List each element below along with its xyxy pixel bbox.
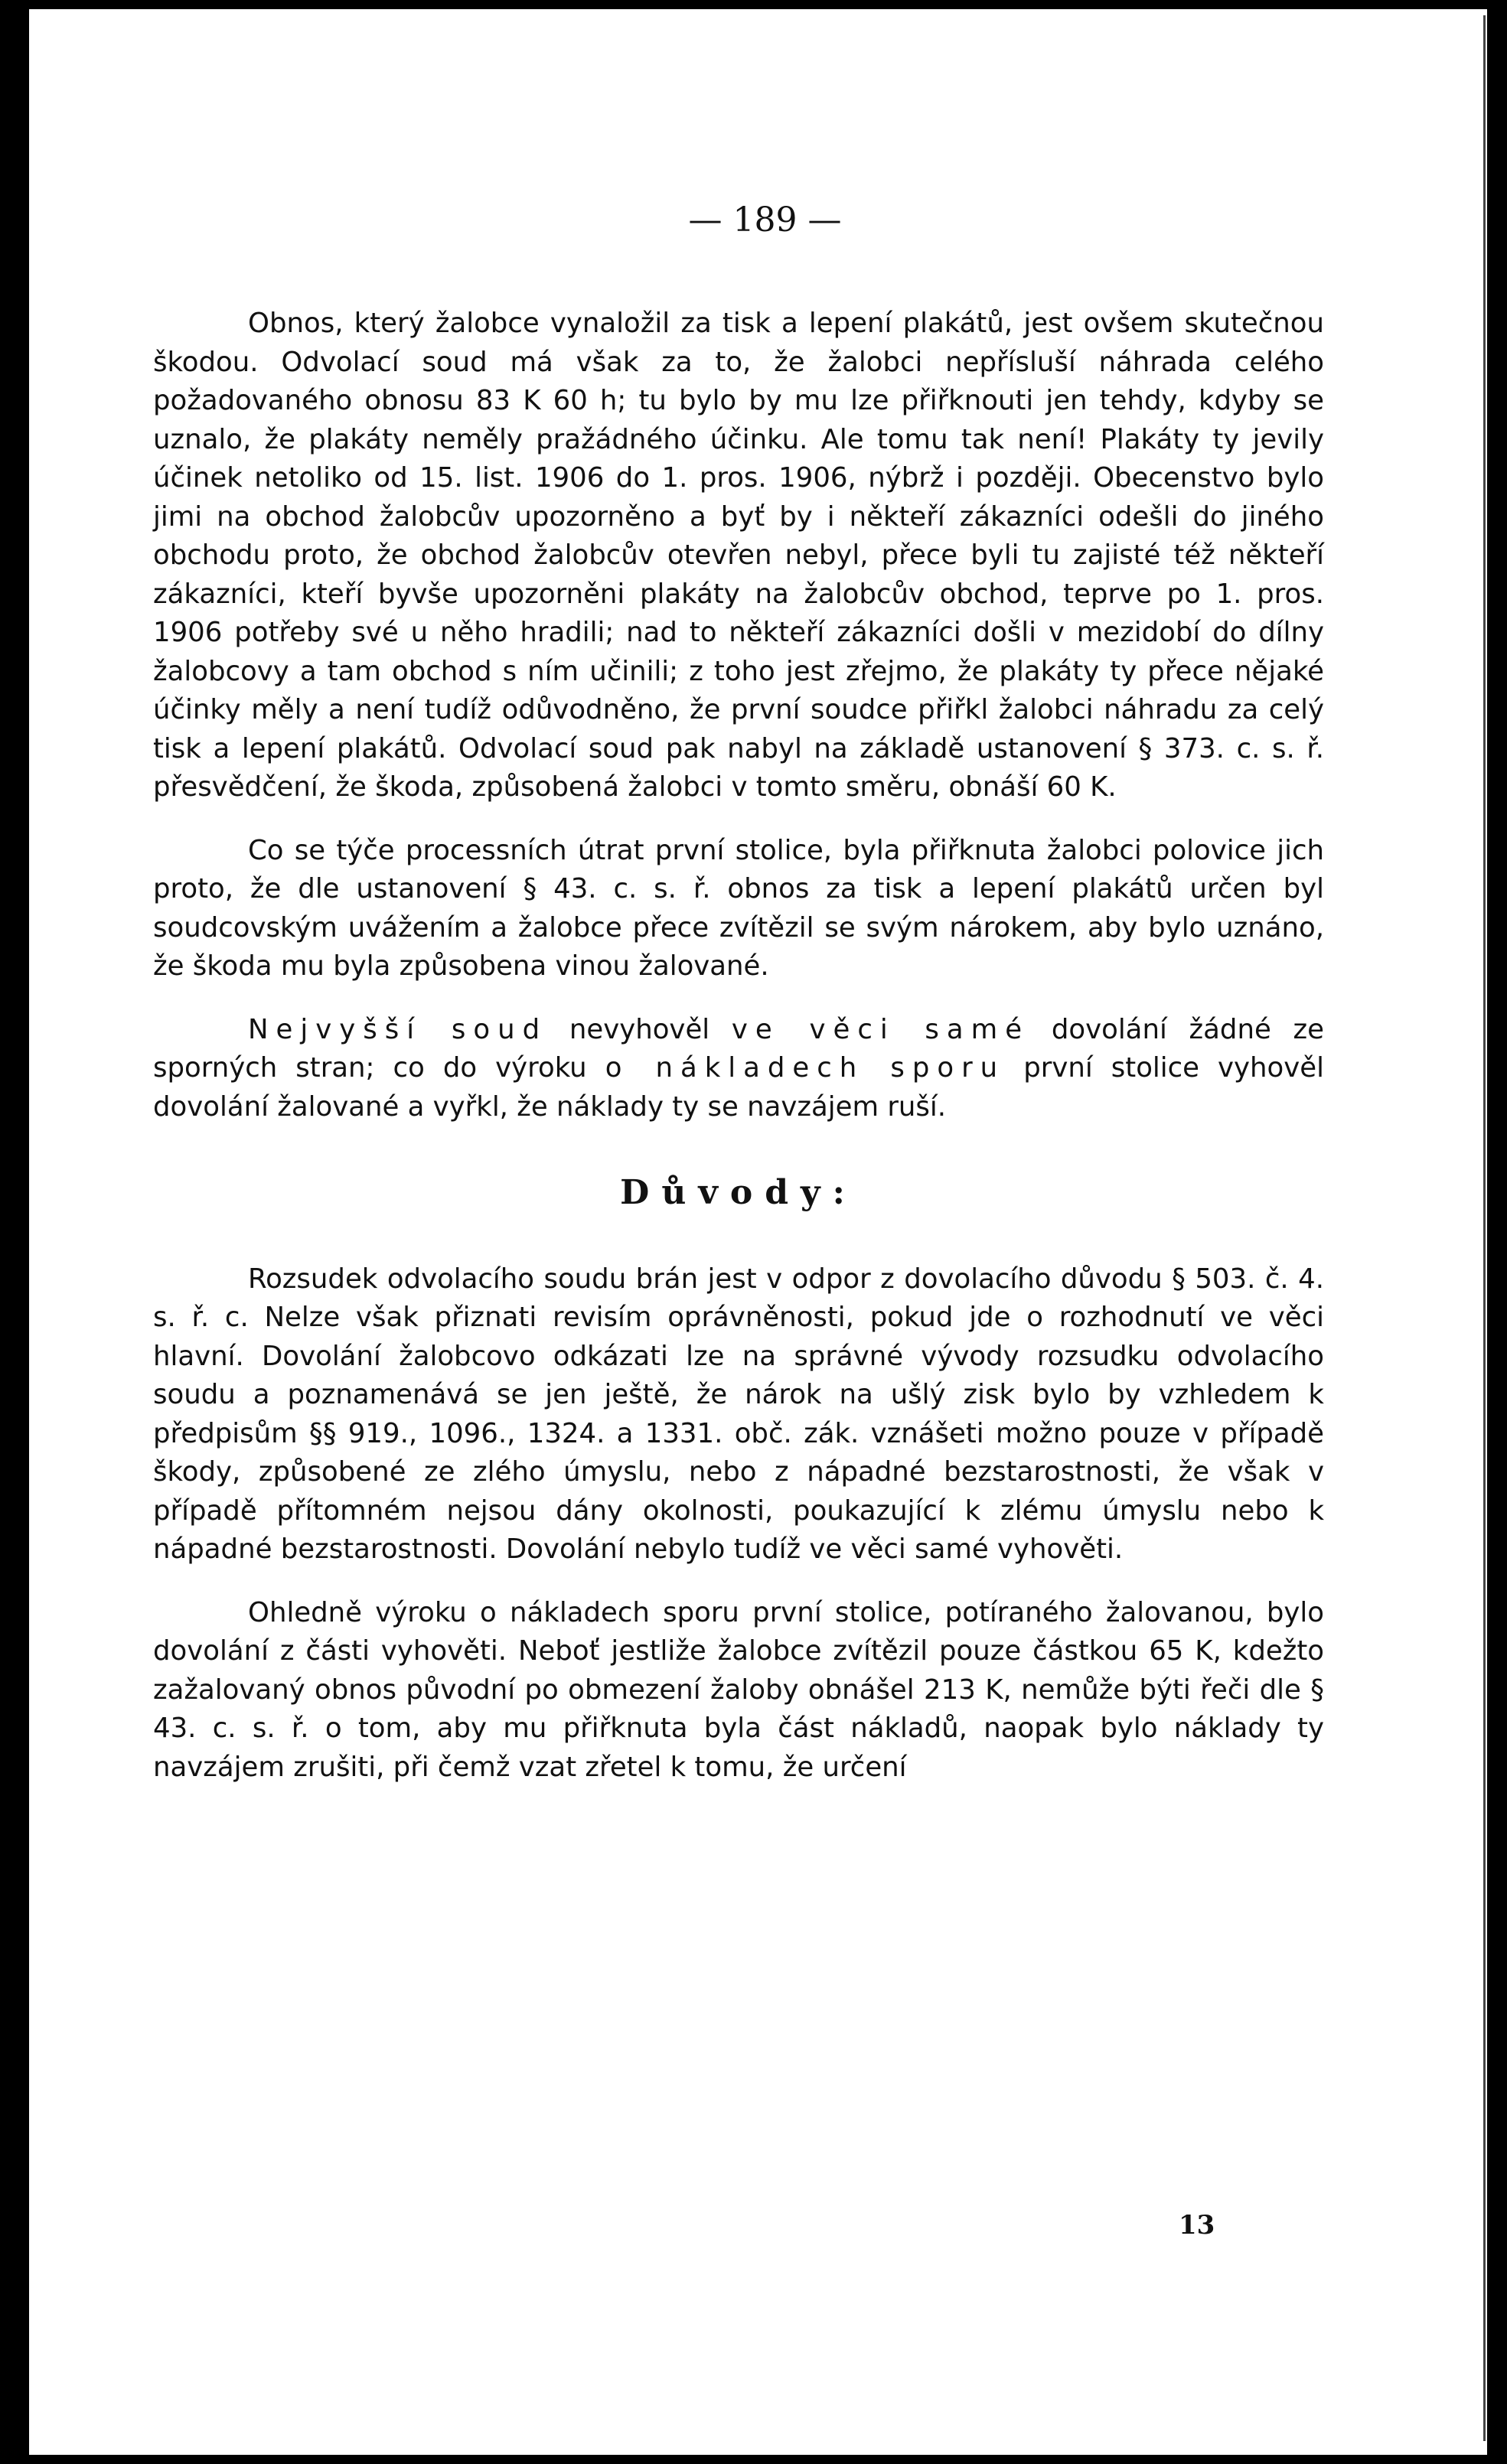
paragraph-decision bbox=[153, 1011, 1324, 1127]
decision-court: Nejvyšší soud bbox=[248, 1013, 548, 1045]
decision-costs: o nákladech sporu bbox=[605, 1052, 1006, 1084]
page-edge-line bbox=[1483, 15, 1486, 2441]
document-body bbox=[153, 305, 1324, 1787]
page-number: — 189 — bbox=[688, 200, 842, 240]
decision-part2: dovolání žádné ze sporných stran; co do výroku bbox=[153, 1013, 1325, 1084]
decision-part3: první stolice vyhověl dovolání žalované a vyřkl, že náklady ty se navzájem ruší. bbox=[153, 1052, 1324, 1123]
paragraph-reasons-costs: Ohledně výroku o nákladech sporu první stolice, potíraného žalovanou, bylo dovolání z části vyhověti. Neboť jestliže žalobce zvítězil pouze částkou 65 K, kdežto zažalovaný obnos původní po obmezení žaloby obnášel 213 K, nemůže býti řeči dle § 43. c. s. ř. o tom, aby mu přiřknuta byla část nákladů, naopak bylo náklady ty navzájem zrušiti, při čemž vzat zřetel k tomu, že určení bbox=[153, 1596, 1324, 1783]
paragraph-damage-assessment: Obnos, který žalobce vynaložil za tisk a lepení plakátů, jest ovšem skutečnou škodou. Odvolací soud má však za to, že žalobci nepřísluší náhrada celého požadovaného obnosu 83 K 60 h; tu bylo by mu lze přiřknouti jen tehdy, kdyby se uznalo, že plakáty neměly pražádného účinku. Ale tomu tak není! Plakáty ty jevily účinek netoliko od 15. list. 1906 do 1. pros. 1906, nýbrž i později. Obecenstvo bylo jimi na obchod žalobcův upozorněno a byť by i někteří zákazníci odešli do jiného obchodu proto, že obchod žalobcův otevřen nebyl, přece byli tu zajisté též někteří zákazníci, kteří byvše upozorněni plakáty na žalobcův obchod, teprve po 1. pros. 1906 potřeby své u něho hradili; nad to někteří zákazníci došli v mezidobí do dílny žalobcovy a tam obchod s ním učinili; z toho jest zřejmo, že plakáty ty přece nějaké účinky měly a není tudíž odůvodněno, že první soudce přiřkl žalobci náhradu za celý tisk a lepení plakátů. Odvolací soud pak nabyl na základě ustanovení § 373. c. s. ř. přesvědčení, že škoda, způsobená žalobci v tomto směru, obnáší 60 K. bbox=[153, 308, 1324, 803]
paragraph-process-costs: Co se týče processních útrat první stolice, byla přiřknuta žalobci polovice jich proto, že dle ustanovení § 43. c. s. ř. obnos za tisk a lepení plakátů určen byl soudcovským uvážením a žalobce přece zvítězil se svým nárokem, aby bylo uznáno, že škoda mu byla způsobena vinou žalované. bbox=[153, 834, 1324, 982]
signature-mark: 13 bbox=[1179, 2210, 1215, 2241]
paragraph-reasons-main: Rozsudek odvolacího soudu brán jest v odpor z dovolacího důvodu § 503. č. 4. s. ř. c. Nelze však přiznati revisím oprávněnosti, pokud jde o rozhodnutí ve věci hlavní. Dovolání žalobcovo odkázati lze na správné vývody rozsudku odvolacího soudu a poznamenává se jen ještě, že nárok na ušlý zisk bylo by vzhledem k předpisům §§ 919., 1096., 1324. a 1331. obč. zák. vznášeti možno pouze v případě škody, způsobené ze zlého úmyslu, nebo z nápadné bezstarostnosti, že však v případě přítomném nejsou dány okolnosti, poukazující k zlému úmyslu nebo k nápadné bezstarostnosti. Dovolání nebylo tudíž ve věci samé vyhověti. bbox=[153, 1263, 1324, 1565]
decision-matter: ve věci samé bbox=[731, 1013, 1030, 1045]
decision-part1: nevyhověl bbox=[547, 1013, 732, 1045]
section-heading-reasons: Důvody: bbox=[620, 1173, 857, 1212]
